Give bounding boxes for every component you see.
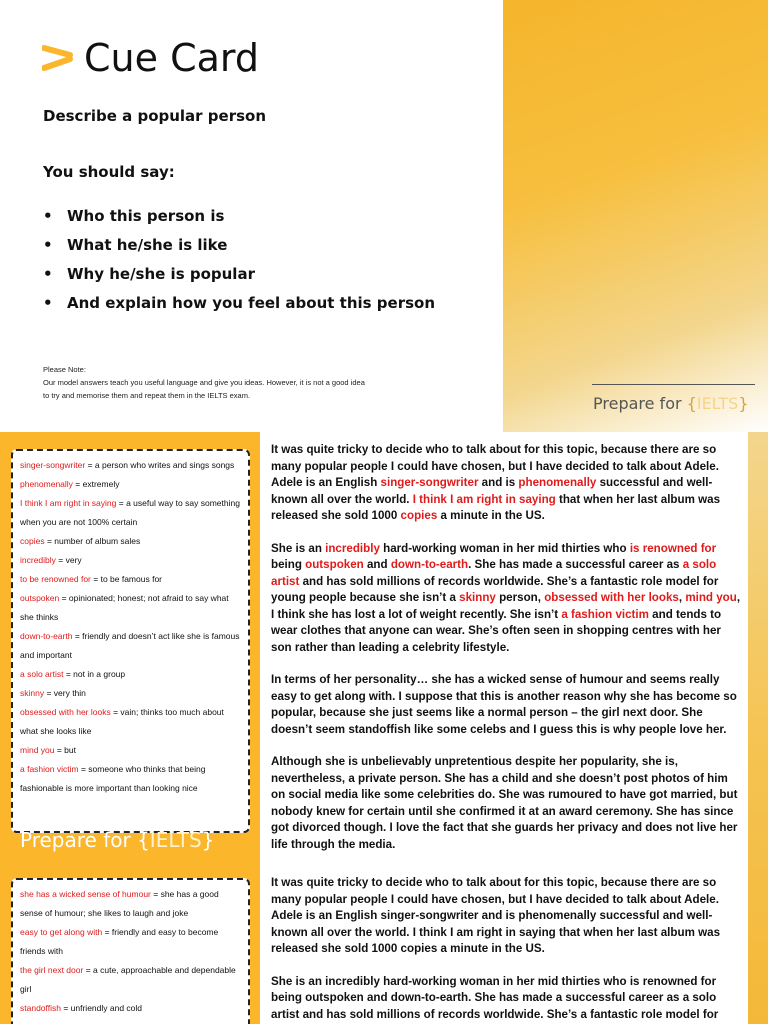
highlighted-phrase: down-to-earth bbox=[390, 558, 469, 571]
highlighted-phrase: is renowned for bbox=[629, 541, 717, 555]
bullet-icon: • bbox=[43, 294, 53, 312]
vocab-definition: = a useful way to say something when you are not 100% certain bbox=[20, 498, 240, 527]
highlighted-phrase: incredibly bbox=[325, 541, 380, 555]
answer-paragraph: She is an incredibly hard-working woman in her mid thirties who is renowned for being outspoken and down-to-earth. She has made a successful career as a solo artist and has sold millions of records worldwide. She’s a fantastic role model for bbox=[271, 974, 719, 1021]
answer-paragraph bbox=[271, 442, 741, 525]
decorative-right-strip bbox=[748, 432, 768, 1024]
vocab-definition: = to be famous for bbox=[90, 574, 162, 584]
divider-line bbox=[592, 384, 755, 385]
list-item: • And explain how you feel about this person bbox=[43, 294, 436, 312]
answer-text-segment: , I think she has lost a lot of weight recently. She isn’t bbox=[271, 591, 741, 621]
vocabulary-box bbox=[11, 449, 250, 833]
answer-text-segment: hard-working woman in her mid thirties who bbox=[379, 541, 630, 555]
answer-text-segment: , bbox=[678, 591, 686, 604]
vocab-term: she has a wicked sense of humour bbox=[20, 889, 151, 899]
vocab-item bbox=[20, 665, 241, 684]
highlighted-phrase: outspoken bbox=[305, 558, 364, 571]
vocab-term: a fashion victim bbox=[20, 764, 79, 774]
vocab-term: standoffish bbox=[20, 1003, 61, 1013]
answer-text-segment: successful and well-known all over the world. bbox=[271, 476, 713, 506]
vocab-definition: = vain; thinks too much about what she looks like bbox=[20, 707, 224, 736]
vocab-term: a solo artist bbox=[20, 669, 64, 679]
vocab-item bbox=[20, 741, 241, 760]
vocab-term: incredibly bbox=[20, 555, 56, 565]
bullet-icon: • bbox=[43, 265, 53, 283]
vocab-item bbox=[20, 961, 241, 999]
vocab-term: outspoken bbox=[20, 593, 60, 603]
answer-text-segment: She is an bbox=[271, 541, 326, 555]
vocab-term: mind you bbox=[20, 745, 55, 755]
bullet-list bbox=[43, 206, 435, 322]
answer-text-segment: and tends to wear clothes that anyone can wear. She’s often seen in shopping centres with her son rather than leading a celebrity lifestyle. bbox=[271, 607, 722, 654]
answer-text-segment: person, bbox=[495, 591, 545, 604]
vocab-item bbox=[20, 456, 241, 475]
vocab-item bbox=[20, 494, 241, 532]
brand-tagline-bottom: Prepare for {IELTS} bbox=[20, 828, 215, 852]
vocab-term: skinny bbox=[20, 688, 45, 698]
answer-paragraph: It was quite tricky to decide who to talk about for this topic, because there are so many popular people I could have chosen, but I have decided to talk about Adele. Adele is an English singer-songwriter and is phenomenally successful and well-known all over the world. I think I am right in saying that when her last album was released she sold 1000 copies a minute in the US. bbox=[271, 876, 721, 955]
bullet-icon: • bbox=[43, 207, 53, 225]
list-item: • What he/she is like bbox=[43, 236, 228, 254]
vocab-definition: = opinionated; honest; not afraid to say what she thinks bbox=[20, 593, 229, 622]
decorative-gradient-panel bbox=[503, 0, 768, 432]
vocab-item bbox=[20, 627, 241, 665]
answer-text-segment: and has sold millions of records worldwide. She’s a fantastic role model for young people because she isn’t a bbox=[271, 574, 719, 604]
model-answer-section bbox=[0, 432, 768, 1024]
answer-paragraph bbox=[271, 541, 741, 657]
vocab-definition: = number of album sales bbox=[44, 536, 141, 546]
vocab-definition: = not in a group bbox=[63, 669, 126, 679]
vocab-term: singer-songwriter bbox=[20, 460, 86, 470]
answer-text-segment: . She has made a successful career as bbox=[468, 558, 683, 571]
brand-tagline: Prepare for {IELTS} bbox=[593, 394, 749, 413]
vocab-term: phenomenally bbox=[20, 479, 73, 489]
highlighted-phrase: I think I am right in saying bbox=[412, 492, 556, 506]
vocab-term: to be renowned for bbox=[20, 574, 91, 584]
vocab-term: easy to get along with bbox=[20, 927, 103, 937]
prompt-heading: You should say: bbox=[43, 163, 175, 181]
vocab-item bbox=[20, 475, 241, 494]
highlighted-phrase: a fashion victim bbox=[561, 607, 649, 621]
cue-card-slide bbox=[0, 0, 768, 432]
vocab-definition: = someone who thinks that being fashionable is more important than looking nice bbox=[20, 764, 206, 793]
vocab-item bbox=[20, 703, 241, 741]
vocab-definition: = a cute, approachable and dependable girl bbox=[20, 965, 236, 994]
chevron-logo-icon bbox=[42, 44, 74, 72]
vocab-item bbox=[20, 570, 241, 589]
highlighted-phrase: copies bbox=[400, 509, 438, 522]
vocab-definition: = unfriendly and cold bbox=[60, 1003, 143, 1013]
vocab-item bbox=[20, 684, 241, 703]
model-answer-text-2 bbox=[271, 875, 741, 1024]
vocab-term: copies bbox=[20, 536, 45, 546]
answer-text-segment: and is bbox=[478, 476, 519, 489]
note-text: Our model answers teach you useful language and give you ideas. However, it is not a good idea to try and memorise them and repeat them in the IELTS exam. bbox=[43, 378, 365, 400]
highlighted-phrase: phenomenally bbox=[518, 476, 597, 489]
vocab-definition: = very thin bbox=[44, 688, 86, 698]
highlighted-phrase: mind you bbox=[685, 591, 737, 604]
vocab-item bbox=[20, 760, 241, 798]
answer-paragraph: Although she is unbelievably unpretentious despite her popularity, she is, nevertheless, a private person. She has a child and she doesn’t post photos of him on social media like some celebrities do. She was rumoured to have got married, but nobody knew for certain until she confirmed it at an award ceremony. She has since got divorced though. I love the fact that she guards her privacy and does not live her life through the media. bbox=[271, 755, 738, 851]
vocab-definition: = very bbox=[55, 555, 82, 565]
vocab-definition: = friendly and easy to become friends with bbox=[20, 927, 219, 956]
vocab-term: the girl next door bbox=[20, 965, 84, 975]
topic-heading: Describe a popular person bbox=[43, 107, 267, 125]
vocab-term: obsessed with her looks bbox=[20, 707, 111, 717]
answer-text-segment: being bbox=[271, 558, 306, 571]
vocab-item bbox=[20, 589, 241, 627]
vocab-item bbox=[20, 551, 241, 570]
vocab-definition: = a person who writes and sings songs bbox=[85, 460, 235, 470]
vocab-item bbox=[20, 532, 241, 551]
list-item: • Who this person is bbox=[43, 207, 225, 225]
vocab-term: I think I am right in saying bbox=[20, 498, 117, 508]
list-item: • Why he/she is popular bbox=[43, 265, 255, 283]
answer-paragraph: In terms of her personality… she has a wicked sense of humour and seems really easy to get along with. I suppose that this is another reason why she has become so popular, because she just seems like a normal person – the girl next door. She doesn’t seem standoffish like some celebs and I guess this is why people love her. bbox=[271, 673, 737, 736]
highlighted-phrase: skinny bbox=[459, 591, 496, 604]
vocab-definition: = friendly and doesn’t act like she is famous and important bbox=[20, 631, 240, 660]
vocab-item bbox=[20, 999, 241, 1018]
answer-text-segment: that when her last album was released she sold 1000 bbox=[271, 492, 721, 522]
vocab-item bbox=[20, 885, 241, 923]
vocab-definition: = but bbox=[54, 745, 77, 755]
highlighted-phrase: obsessed with her looks bbox=[544, 591, 679, 604]
vocabulary-box-2 bbox=[11, 878, 250, 1024]
vocab-definition: = she has a good sense of humour; she likes to laugh and joke bbox=[20, 889, 219, 918]
vocab-term: down-to-earth bbox=[20, 631, 73, 641]
highlighted-phrase: singer-songwriter bbox=[380, 476, 479, 489]
answer-text-segment: and bbox=[363, 558, 391, 571]
note-heading: Please Note: bbox=[43, 365, 86, 374]
highlighted-phrase: a solo artist bbox=[271, 558, 717, 588]
answer-text-segment: a minute in the US. bbox=[437, 509, 545, 522]
vocab-item bbox=[20, 923, 241, 961]
answer-text-segment: It was quite tricky to decide who to talk about for this topic, because there are so many popular people I could have chosen, but I have decided to talk about Adele. Adele is an English bbox=[271, 443, 719, 489]
bullet-icon: • bbox=[43, 236, 53, 254]
note-block bbox=[43, 363, 373, 402]
page-title: Cue Card bbox=[84, 36, 259, 80]
vocab-definition: = extremely bbox=[72, 479, 120, 489]
model-answer-text bbox=[271, 442, 741, 869]
